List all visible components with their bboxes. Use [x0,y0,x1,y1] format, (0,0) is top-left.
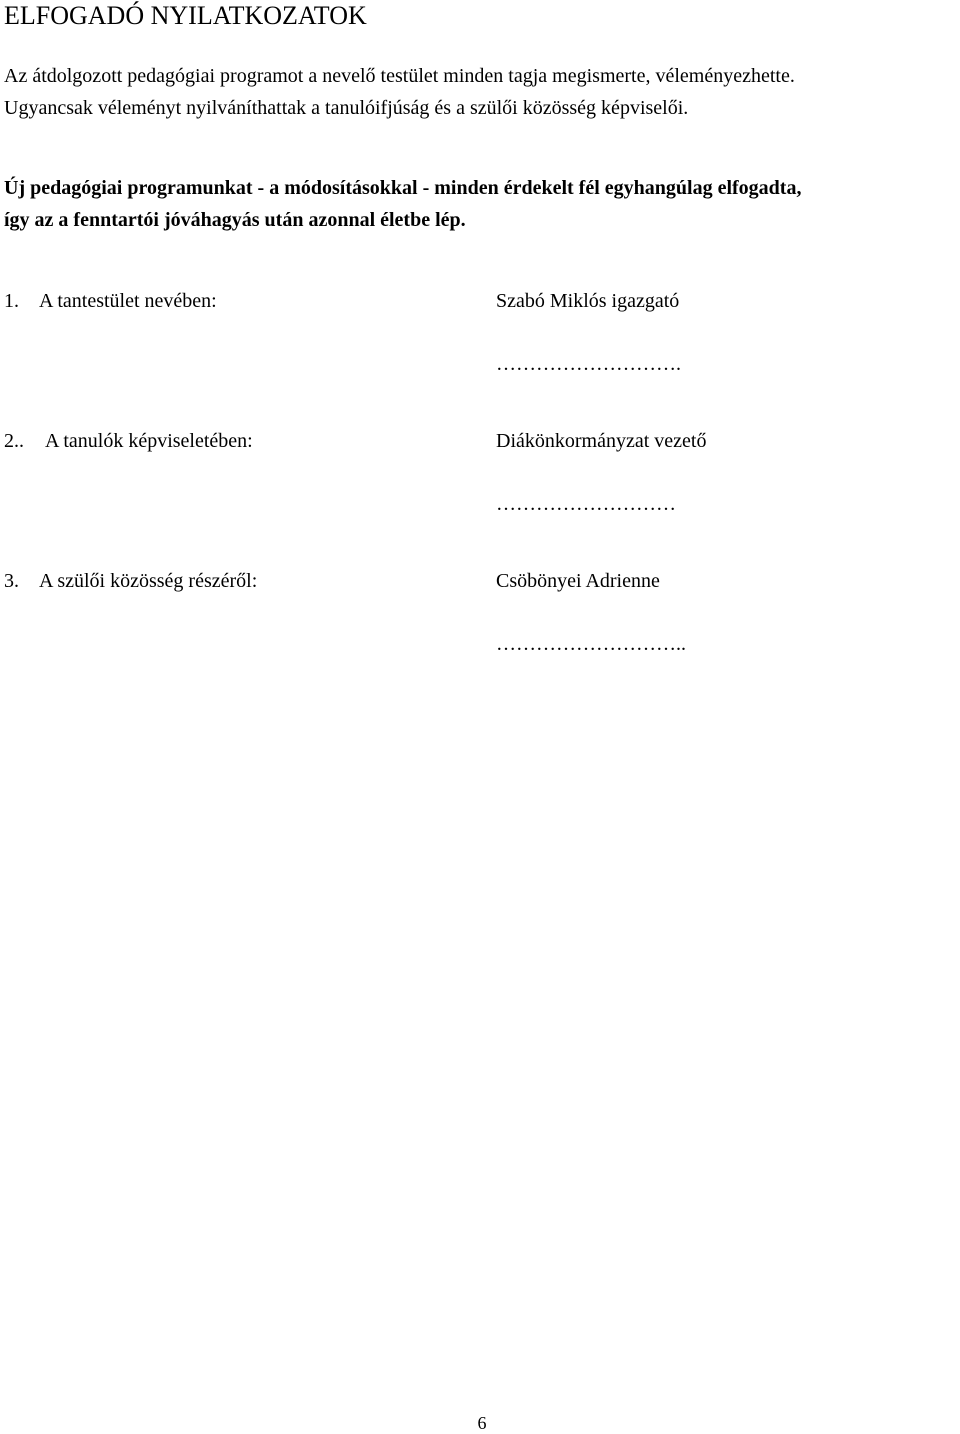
signature-line: ………………………. [496,353,681,375]
decision-line: Új pedagógiai programunkat - a módosításokkal - minden érdekelt fél egyhangúlag elfogadta, [4,177,802,199]
intro-paragraph [4,60,795,124]
signature-row [4,426,944,456]
signature-line: ……………………….. [496,633,686,655]
signature-number: 1. [4,290,19,312]
document-title: ELFOGADÓ NYILATKOZATOK [4,1,367,30]
signature-row [4,286,944,316]
signature-label: A tantestület nevében: [39,290,217,312]
intro-line: Az átdolgozott pedagógiai programot a nevelő testület minden tagja megismerte, véleményezhette. [4,65,795,87]
signatory-name: Diákönkormányzat vezető [496,430,707,452]
page-number: 6 [477,1413,487,1433]
signature-label: A szülői közösség részéről: [39,570,258,592]
decision-paragraph [4,172,801,236]
intro-line: Ugyancsak véleményt nyilváníthattak a tanulóifjúság és a szülői közösség képviselői. [4,97,689,119]
decision-line: így az a fenntartói jóváhagyás után azonnal életbe lép. [4,209,466,231]
signatory-name: Csöbönyei Adrienne [496,570,660,592]
signature-line: ……………………… [496,493,676,515]
signature-label: A tanulók képviseletében: [45,430,253,452]
signature-number: 3. [4,570,19,592]
signatory-name: Szabó Miklós igazgató [496,290,680,312]
signature-number: 2.. [4,430,24,452]
signature-row [4,566,944,596]
